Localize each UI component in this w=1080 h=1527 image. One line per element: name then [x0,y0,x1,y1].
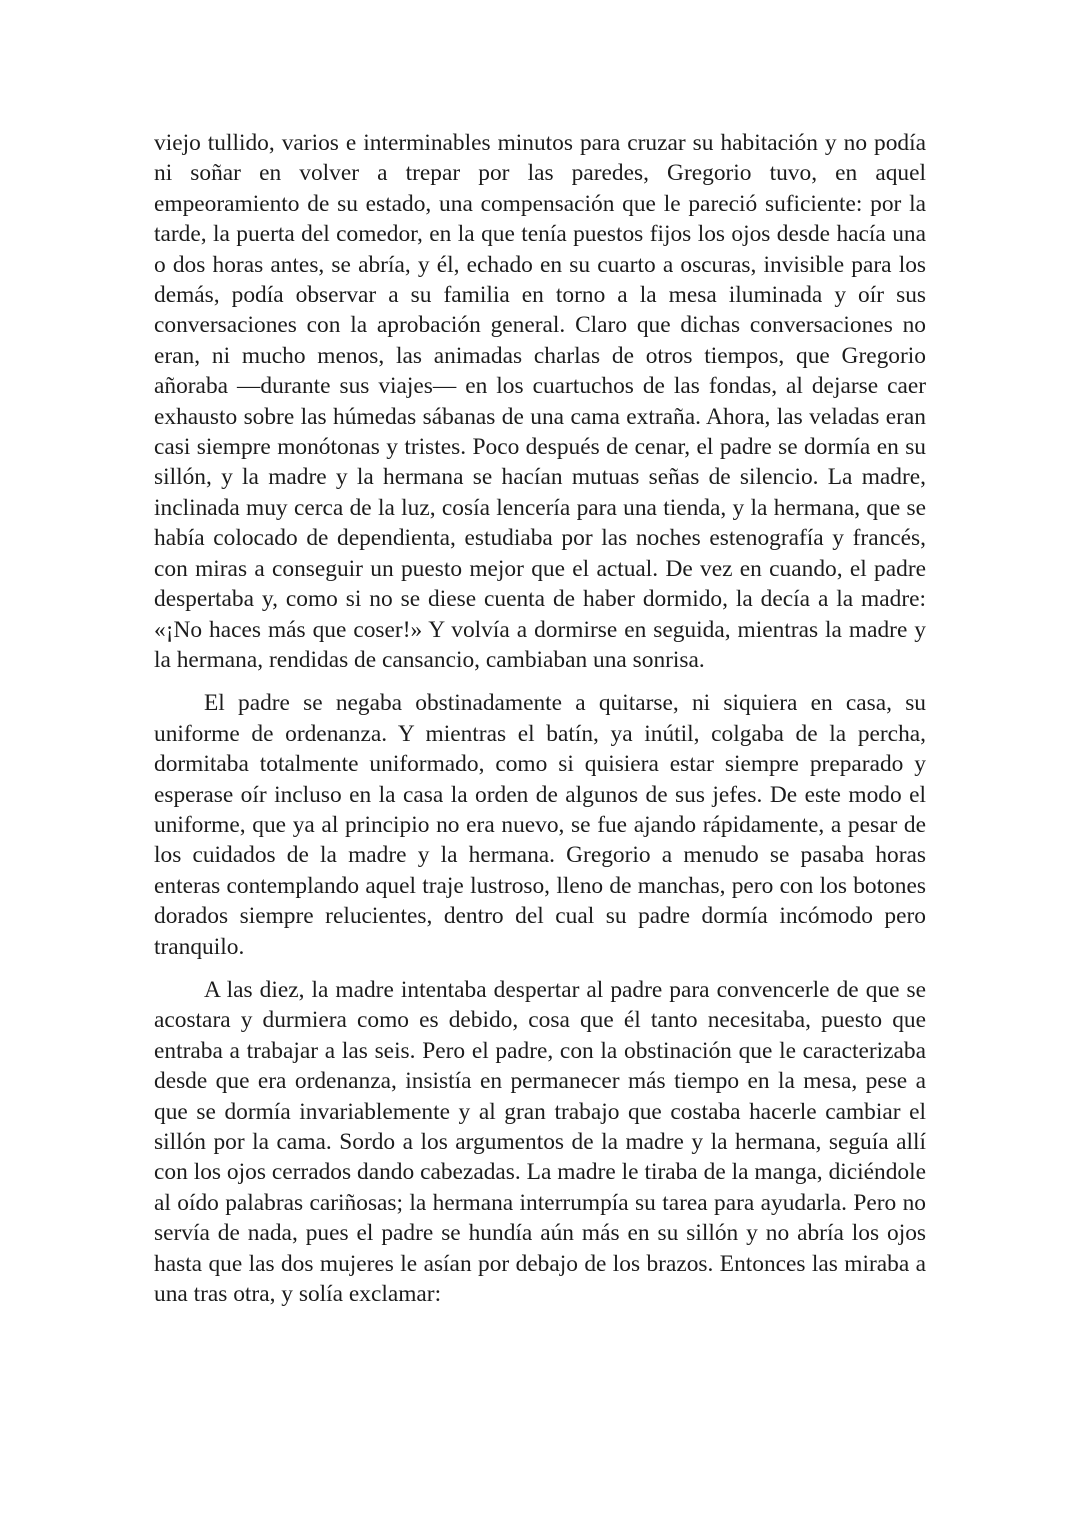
paragraph-ten-oclock: A las diez, la madre intentaba despertar al padre para convencerle de que se acostara y durmiera como es debido, cosa que él tanto necesitaba, puesto que entraba a trabajar a las seis. Pero el padre, con la obstinación que le caracterizaba desde que era ordenanza, insistía en permanecer más tiempo en la mesa, pese a que se dormía invariablemente y al gran trabajo que costaba hacerle cambiar el sillón por la cama. Sordo a los argumentos de la madre y la hermana, seguía allí con los ojos cerrados dando cabezadas. La madre le tiraba de la manga, diciéndole al oído palabras cariñosas; la hermana interrumpía su tarea para ayudarla. Pero no servía de nada, pues el padre se hundía aún más en su sillón y no abría los ojos hasta que las dos mujeres le asían por debajo de los brazos. Entonces las miraba a una tras otra, y solía exclamar: [154,976,926,1308]
paragraph-continuation: viejo tullido, varios e interminables minutos para cruzar su habitación y no podía ni soñar en volver a trepar por las paredes, Gregorio tuvo, en aquel empeoramiento de su estado, una compensación que le pareció suficiente: por la tarde, la puerta del comedor, en la que tenía puestos fijos los ojos desde hacía una o dos horas antes, se abría, y él, echado en su cuarto a oscuras, invisible para los demás, podía observar a su familia en torno a la mesa iluminada y oír sus conversaciones con la aprobación general. Claro que dichas conversaciones no eran, ni mucho menos, las animadas charlas de otros tiempos, que Gregorio añoraba —durante sus viajes— en los cuartuchos de las fondas, al dejarse caer exhausto sobre las húmedas sábanas de una cama extraña. Ahora, las veladas eran casi siempre monótonas y tristes. Poco después de cenar, el padre se dormía en su sillón, y la madre y la hermana se hacían mutuas señas de silencio. La madre, inclinada muy cerca de la luz, cosía lencería para una tienda, y la hermana, que se había colocado de dependienta, estudiaba por las noches estenografía y francés, con miras a conseguir un puesto mejor que el actual. De vez en cuando, el padre despertaba y, como si no se diese cuenta de haber dormido, la decía a la madre: «¡No haces más que coser!» Y volvía a dormirse en seguida, mientras la madre y la hermana, rendidas de cansancio, cambiaban una sonrisa. [154,130,926,673]
book-page-text [154,128,926,1322]
paragraph-uniform: El padre se negaba obstinadamente a quitarse, ni siquiera en casa, su uniforme de ordenanza. Y mientras el batín, ya inútil, colgaba de la percha, dormitaba totalmente uniformado, como si quisiera estar siempre preparado y esperase oír incluso en la casa la orden de algunos de sus jefes. De este modo el uniforme, que ya al principio no era nuevo, se fue ajando rápidamente, a pesar de los cuidados de la madre y la hermana. Gregorio a menudo se pasaba horas enteras contemplando aquel traje lustroso, lleno de manchas, pero con los botones dorados siempre relucientes, dentro del cual su padre dormía incómodo pero tranquilo. [154,690,926,960]
